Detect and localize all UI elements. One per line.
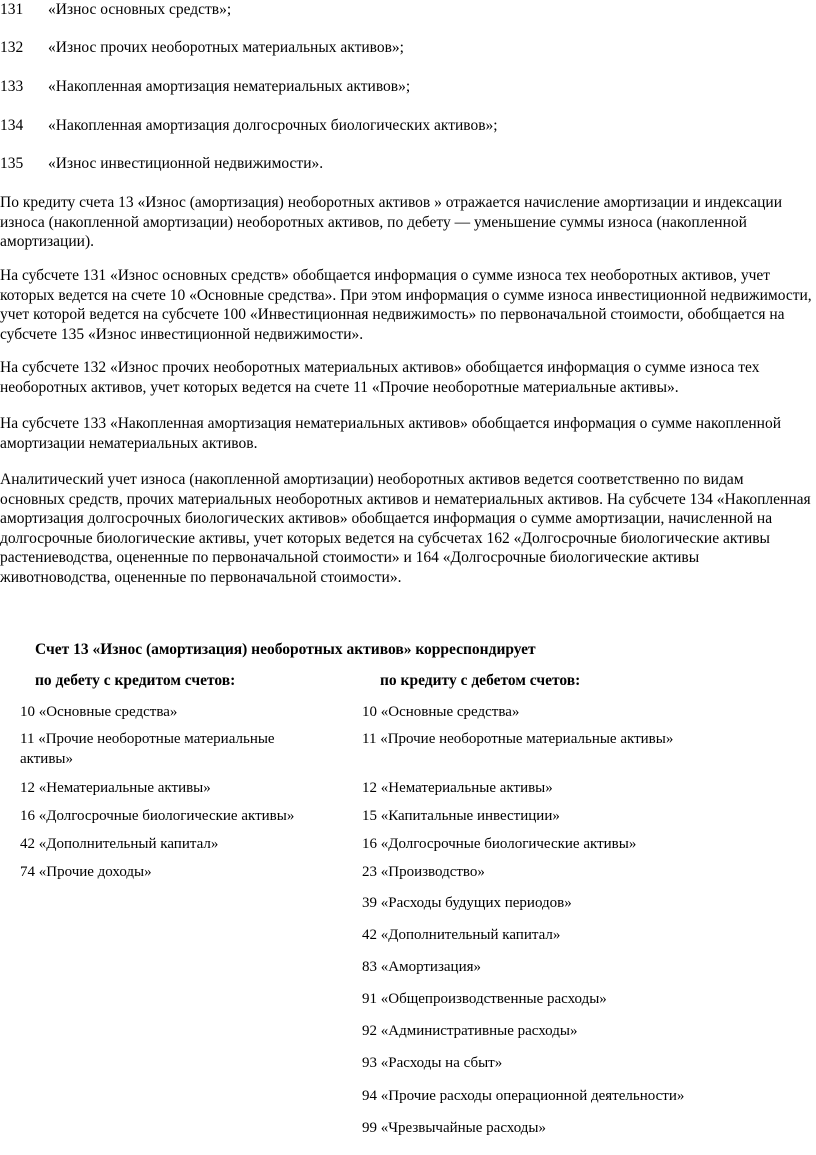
credit-account-item: 10 «Основные средства» [362, 704, 520, 720]
paragraph-analytical-accounting: Аналитический учет износа (накопленной амортизации) необоротных активов ведется соответственно по видам основных средств, прочих материальных необоротных активов и нематериальных активов. На субсчете 134 «Накопленная амортизация долгосрочных биологических активов» обобщается информация о сумме амортизации, начисленной на долгосрочные биологические активы, учет которых ведется на субсчетах 162 «Долгосрочные биологические активы растениеводства, оцененные по первоначальной стоимости» и 164 «Долгосрочные биологические активы животноводства, оцененные по первоначальной стоимости». [0, 471, 811, 586]
credit-account-item: 92 «Административные расходы» [362, 1023, 578, 1039]
paragraph-subaccount-133: На субсчете 133 «Накопленная амортизация нематериальных активов» обобщается информация о сумме накопленной амортизации нематериальных активов. [0, 415, 782, 452]
correspondence-heading: Счет 13 «Износ (амортизация) необоротных активов» корреспондирует [35, 641, 536, 658]
debit-column-header: по дебету с кредитом счетов: [35, 672, 236, 689]
debit-account-item: 74 «Прочие доходы» [20, 864, 152, 880]
debit-account-item: 12 «Нематериальные активы» [20, 780, 211, 796]
paragraph-subaccount-132: На субсчете 132 «Износ прочих необоротных материальных активов» обобщается информация о сумме износа тех необоротных активов, учет которых ведется на счете 11 «Прочие необоротные материальные активы». [0, 359, 760, 396]
paragraph-subaccount-131: На субсчете 131 «Износ основных средств» обобщается информация о сумме износа тех необоротных активов, учет которых ведется на счете 10 «Основные средства». При этом информация о сумме износа инвестиционной недвижимости, учет которой ведется на субсчете 100 «Инвестиционная недвижимость» по первоначальной стоимости, обобщается на субсчете 135 «Износ инвестиционной недвижимости». [0, 267, 812, 343]
subaccount-number: 132 [0, 39, 24, 56]
credit-account-item: 94 «Прочие расходы операционной деятельности» [362, 1088, 685, 1104]
subaccount-name: «Износ основных средств»; [48, 1, 232, 18]
subaccount-number: 133 [0, 78, 24, 95]
credit-account-item: 15 «Капитальные инвестиции» [362, 808, 560, 824]
paragraph-credit-debit: По кредиту счета 13 «Износ (амортизация) необоротных активов » отражается начисление амортизации и индексации износа (накопленной амортизации) необоротных активов, по дебету — уменьшение суммы износа (накопленной амортизации). [0, 194, 782, 251]
credit-account-item: 16 «Долгосрочные биологические активы» [362, 836, 637, 852]
subaccount-name: «Накопленная амортизация нематериальных активов»; [48, 78, 411, 95]
credit-account-item: 93 «Расходы на сбыт» [362, 1055, 503, 1071]
credit-account-item: 91 «Общепроизводственные расходы» [362, 991, 607, 1007]
subaccount-name: «Износ прочих необоротных материальных активов»; [48, 39, 404, 56]
subaccount-name: «Износ инвестиционной недвижимости». [48, 155, 324, 172]
subaccount-number: 131 [0, 1, 24, 18]
credit-account-item: 11 «Прочие необоротные материальные активы» [362, 731, 674, 747]
subaccount-number: 134 [0, 117, 24, 134]
credit-account-item: 12 «Нематериальные активы» [362, 780, 553, 796]
debit-account-item: 16 «Долгосрочные биологические активы» [20, 808, 295, 824]
subaccount-name: «Накопленная амортизация долгосрочных биологических активов»; [48, 117, 498, 134]
credit-account-item: 23 «Производство» [362, 864, 485, 880]
debit-account-item: 11 «Прочие необоротные материальные активы» [20, 731, 275, 767]
credit-account-item: 39 «Расходы будущих периодов» [362, 895, 572, 911]
credit-column-header: по кредиту с дебетом счетов: [380, 672, 581, 689]
debit-account-item: 42 «Дополнительный капитал» [20, 836, 219, 852]
debit-account-item: 10 «Основные средства» [20, 704, 178, 720]
credit-account-item: 42 «Дополнительный капитал» [362, 927, 561, 943]
subaccount-number: 135 [0, 155, 24, 172]
credit-account-item: 83 «Амортизация» [362, 959, 481, 975]
credit-account-item: 99 «Чрезвычайные расходы» [362, 1120, 546, 1136]
